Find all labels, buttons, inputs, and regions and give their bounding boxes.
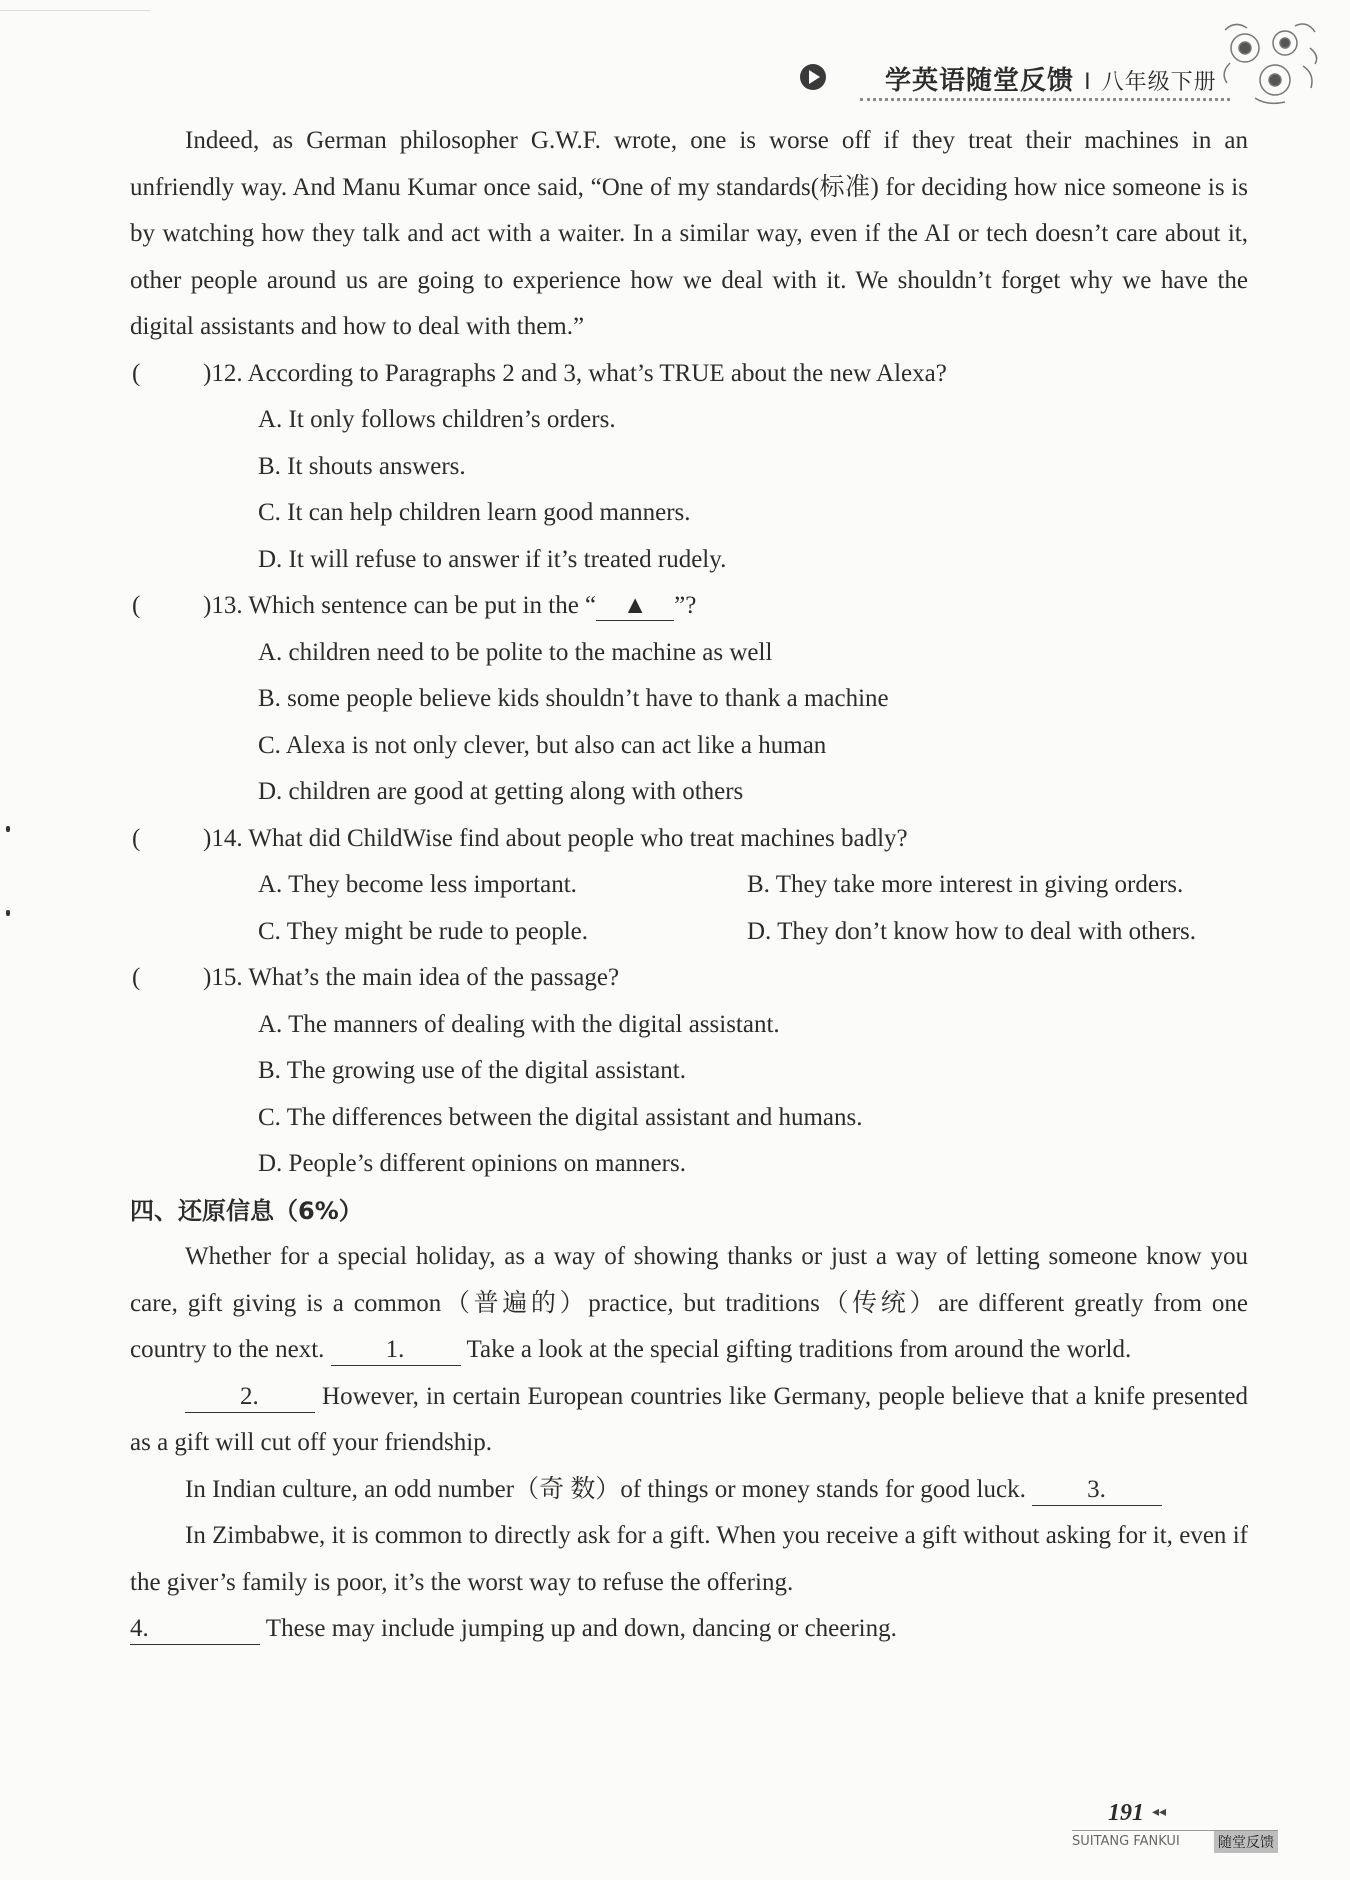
answer-blank-1[interactable]: 1. [331,1335,461,1366]
option-d: D. They don’t know how to deal with others. [747,917,1197,945]
section4-paragraph-3 [130,1467,1248,1514]
question-number: )12. [203,359,243,387]
header-dotted-rule [860,98,1230,101]
triangle-marker: ▲ [596,592,674,621]
page-number: 191 [1108,1800,1144,1826]
question-stem [203,351,947,398]
section4-paragraph-4: In Zimbabwe, it is common to directly ask for a gift. When you receive a gift without asking for it, even if the giver’s family is poor, it’s the worst way to refuse the offering. [130,1522,1248,1596]
brand-english: SUITANG FANKUI [1072,1834,1180,1849]
option-b: B. They take more interest in giving orders. [747,871,1184,898]
section4-paragraph-2 [130,1374,1248,1467]
option-d: D. It will refuse to answer if it’s treated rudely. [258,545,727,573]
paragraph-text: Take a look at the special gifting traditions from around the world. [460,1336,1132,1363]
margin-mark [6,826,10,832]
question-number: )14. [203,824,243,852]
option-a: A. They become less important. [258,871,577,898]
question-text: According to Paragraphs 2 and 3, what’s TRUE about the new Alexa? [247,359,947,387]
question-14 [130,816,1248,863]
answer-blank-3[interactable]: 3. [1032,1475,1162,1506]
play-icon [800,64,826,90]
option-d: D. People’s different opinions on manners. [258,1150,686,1177]
section4-paragraph-1 [130,1234,1248,1374]
double-arrow-icon: ◂◂ [1152,1805,1167,1820]
question-number: )15. [203,964,243,991]
option-b: B. some people believe kids shouldn’t have to thank a machine [258,685,889,712]
option-a: A. children need to be polite to the machine as well [258,638,773,666]
option-b: B. The growing use of the digital assistant. [258,1057,686,1084]
option-d: D. children are good at getting along with others [258,778,744,805]
option-a: A. The manners of dealing with the digital assistant. [258,1010,780,1038]
question-stem [203,955,619,1002]
grade-subtitle: 八年级下册 [1101,70,1217,95]
paragraph-text: These may include jumping up and down, dancing or cheering. [260,1615,897,1642]
option-c: C. Alexa is not only clever, but also can act like a human [258,731,827,759]
question-text: What’s the main idea of the passage? [248,964,620,991]
section-heading: 四、还原信息（6%） [130,1196,363,1225]
paragraph-text: In Indian culture, an odd number（奇 数）of things or money stands for good luck. [185,1475,1033,1503]
paragraph-text: Whether for a special holiday, as a way of showing thanks or just a way of letting someone know you care, gift giving is a common（普遍的）practice, but traditions（传统）are different greatly from one country to the next. [130,1243,1248,1363]
question-stem [203,816,908,863]
question-13 [130,583,1248,630]
book-title [885,60,1217,97]
option-c: C. It can help children learn good manners. [258,499,691,526]
flower-decoration-icon [1215,18,1325,108]
top-rule [0,10,150,11]
margin-mark [6,910,10,916]
answer-paren[interactable]: ( [132,964,141,991]
question-12 [130,351,1248,398]
question-number: )13. [203,592,243,619]
page-header [800,58,1217,102]
brand-chinese: 随堂反馈 [1214,1831,1278,1853]
answer-blank-4[interactable]: 4. [130,1614,260,1645]
question-text: What did ChildWise find about people who treat machines badly? [248,824,908,852]
answer-paren[interactable]: ( [132,359,141,387]
page-content [130,118,1248,1653]
option-b: B. It shouts answers. [258,452,466,480]
title-separator: I [1084,70,1092,95]
question-15 [130,955,1248,1002]
intro-paragraph: Indeed, as German philosopher G.W.F. wrote, one is worse off if they treat their machines in an unfriendly way. And Manu Kumar once said, “One of my standards(标准) for deciding how nice someone is is by watching how they talk and act with a waiter. In a similar way, even if the AI or tech doesn’t care about it, other people around us are going to experience how we deal with it. We shouldn’t forget why we have the digital assistants and how to deal with them.” [130,127,1248,340]
question-text-end: ”? [674,592,697,619]
option-c: C. The differences between the digital assistant and humans. [258,1103,863,1131]
option-a: A. It only follows children’s orders. [258,406,616,433]
series-title: 学英语随堂反馈 [885,66,1075,96]
option-c: C. They might be rude to people. [258,917,589,945]
answer-paren[interactable]: ( [132,592,141,619]
question-stem [203,583,696,630]
footer-brand [1072,1830,1278,1853]
answer-paren[interactable]: ( [132,824,141,852]
section4-paragraph-5 [130,1606,1248,1653]
question-text: Which sentence can be put in the “ [248,592,597,619]
paragraph-text: However, in certain European countries like Germany, people believe that a knife presented as a gift will cut off your friendship. [130,1382,1248,1456]
answer-blank-2[interactable]: 2. [185,1382,315,1413]
